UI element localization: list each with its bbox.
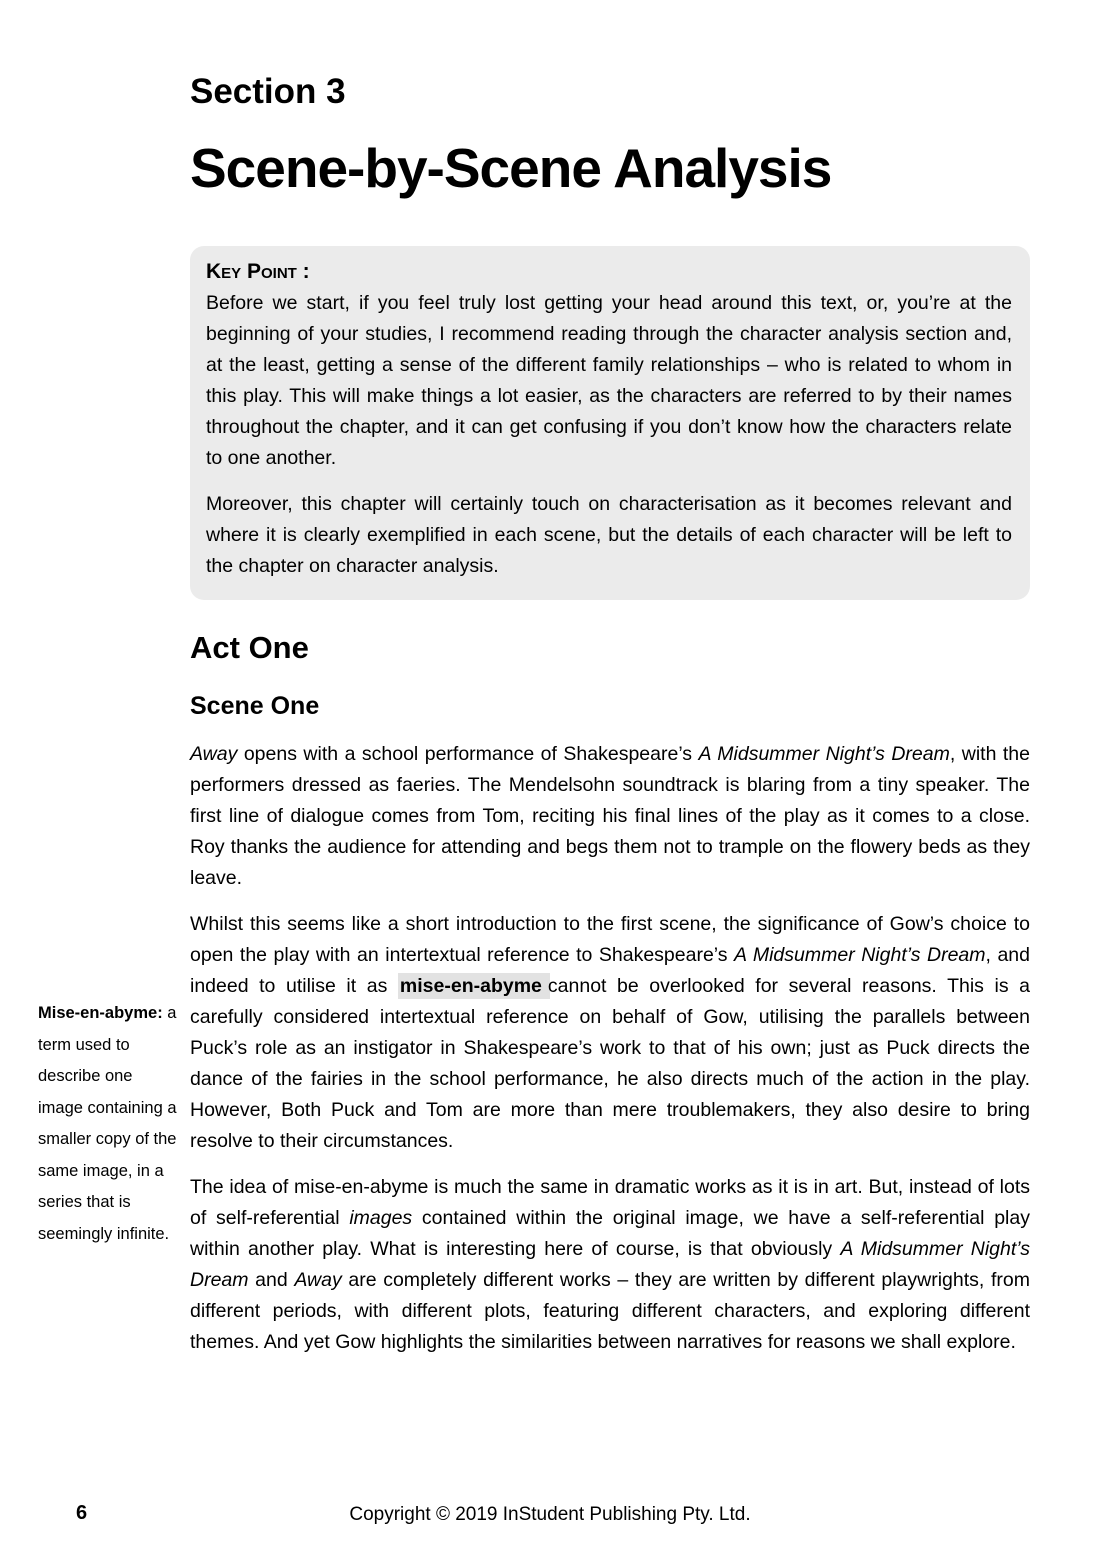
paragraph [190, 1172, 1030, 1358]
text-segment: , and indeed to utilise it as [190, 944, 1030, 997]
text-segment-italic: A Midsummer Night’s Dream [190, 1238, 1031, 1291]
paragraph [206, 489, 1012, 582]
paragraph [38, 998, 180, 1250]
main-column [190, 58, 1030, 1373]
key-point-box [190, 246, 1030, 600]
text-segment: and [248, 1269, 295, 1291]
copyright-line: Copyright © 2019 InStudent Publishing Pty. Ltd. [349, 1504, 751, 1525]
text-segment-bold: Mise-en-abyme: [38, 1004, 163, 1022]
text-segment-italic: A Midsummer Night’s Dream [698, 743, 950, 765]
paragraph [190, 909, 1030, 1157]
text-segment: contained within the original image, we have a self-referential play within another play. What is interesting here of course, is that obviously [190, 1207, 1030, 1260]
text-segment: Before we start, if you feel truly lost getting your head around this text, or, you’re at the beginning of your studies, I recommend reading through the character analysis section and, at the least, getting a sense of the different family relationships – who is related to whom in this play. This will make things a lot easier, as the characters are referred to by their names throughout the chapter, and it can get confusing if you don’t know how the characters relate to one another. [206, 292, 1012, 469]
body-paragraphs [190, 739, 1030, 1358]
text-segment-bold-highlight: mise-en-abyme [398, 973, 550, 999]
text-segment-italic: images [349, 1207, 413, 1229]
text-segment-italic: Away [190, 743, 238, 765]
text-segment: cannot be overlooked for several reasons. This is a carefully considered intertextual reference on behalf of Gow, utilising the parallels between Puck’s role as an instigator in Shakespeare’s work to that of his own; just as Puck directs the dance of the fairies in the school performance, he also directs much of the action in the play. However, Both Puck and Tom are more than mere troublemakers, they also desire to bring resolve to their circumstances. [190, 975, 1030, 1152]
act-heading: Act One [190, 630, 309, 665]
text-segment-italic: A Midsummer Night’s Dream [734, 944, 986, 966]
paragraph [206, 288, 1012, 474]
text-segment: opens with a school performance of Shakespeare’s [237, 743, 699, 765]
paragraph [190, 739, 1030, 894]
text-segment: Whilst this seems like a short introduction to the first scene, the significance of Gow’s choice to open the play with an intertextual reference to Shakespeare’s [190, 913, 1030, 966]
page-number: 6 [76, 1502, 88, 1524]
page-footer [0, 1502, 1100, 1536]
text-segment: Moreover, this chapter will certainly touch on characterisation as it becomes relevant and where it is clearly exemplified in each scene, but the details of each character will be left to the chapter on character analysis. [206, 493, 1012, 577]
text-segment-italic: Away [294, 1269, 342, 1291]
scene-heading: Scene One [190, 692, 320, 720]
section-label: Section 3 [190, 72, 346, 111]
key-point-label: Key Point : [206, 260, 310, 283]
text-segment: are completely different works – they are written by different playwrights, from different periods, with different plots, featuring different characters, and exploring different themes. And yet Gow highlights the similarities between narratives for reasons we shall explore. [190, 1269, 1030, 1353]
margin-note [38, 998, 180, 1250]
text-segment: The idea of mise-en-abyme is much the same in dramatic works as it is in art. But, instead of lots of self-referential [190, 1176, 1030, 1229]
key-point-paragraphs [206, 288, 1012, 582]
page-title: Scene-by-Scene Analysis [190, 137, 832, 199]
text-segment: , with the performers dressed as faeries. The Mendelsohn soundtrack is blaring from a tiny speaker. The first line of dialogue comes from Tom, reciting his final lines of the play as it comes to a close. Roy thanks the audience for attending and begs them not to trample on the flowery beds as they leave. [190, 743, 1030, 889]
text-segment: a term used to describe one image containing a smaller copy of the same image, in a series that is seemingly infinite. [38, 1004, 177, 1243]
